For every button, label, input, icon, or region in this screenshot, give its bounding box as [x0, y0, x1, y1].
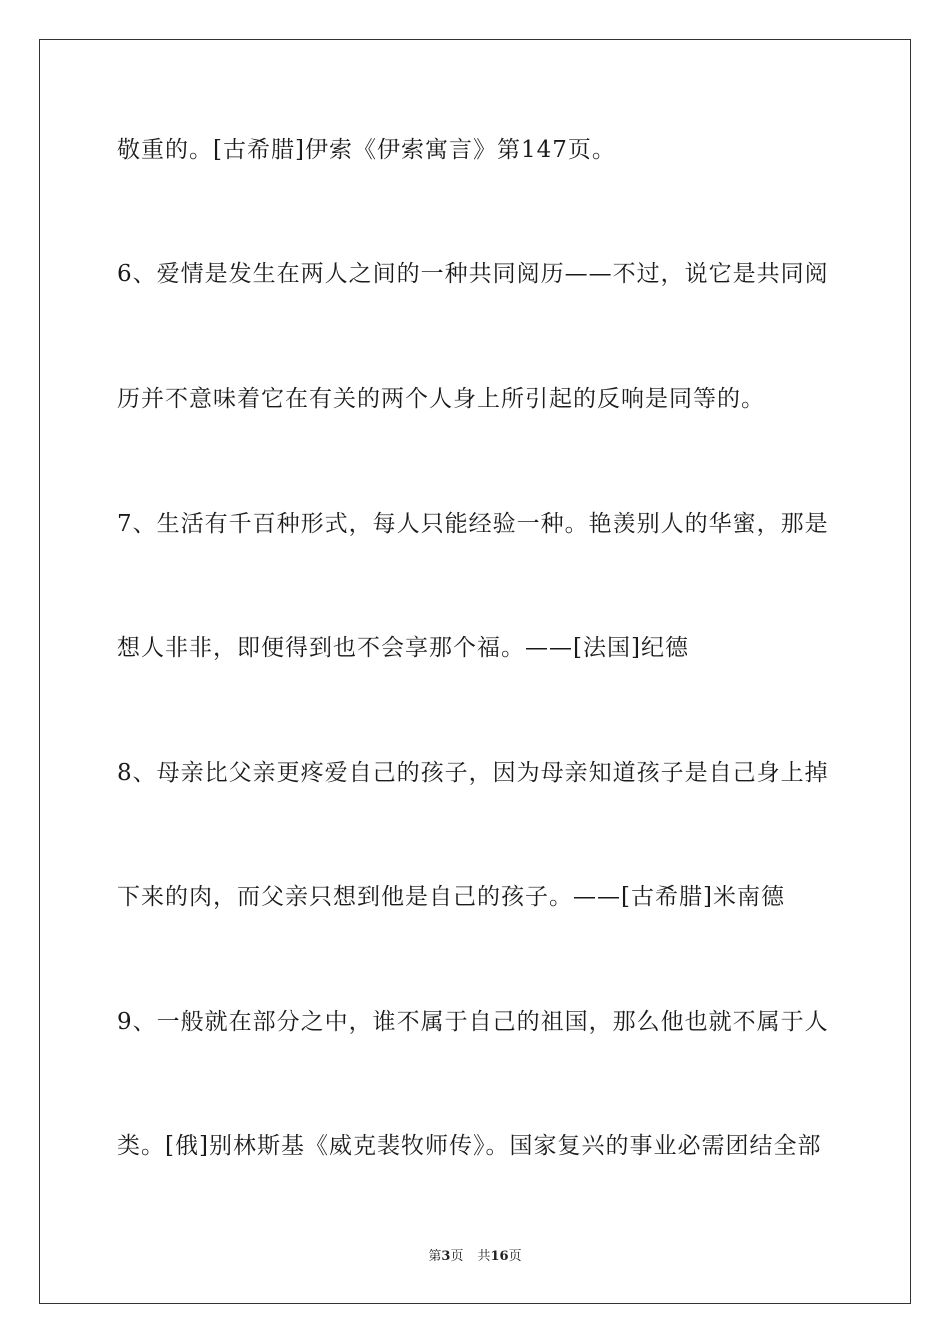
- footer-page-prefix: 第: [428, 1249, 442, 1264]
- footer-total-prefix: 共: [477, 1249, 491, 1264]
- footer-total-pages: 16: [490, 1249, 509, 1264]
- text-line-9: 类。[俄]别林斯基《威克裴牧师传》。国家复兴的事业必需团结全部: [117, 1133, 822, 1159]
- text-line-2: 6、爱情是发生在两人之间的一种共同阅历——不过，说它是共同阅: [117, 261, 829, 287]
- footer-total-suffix: 页: [508, 1249, 522, 1264]
- text-line-7: 下来的肉，而父亲只想到他是自己的孩子。——[古希腊]米南德: [117, 884, 785, 910]
- text-line-5: 想人非非，即便得到也不会享那个福。——[法国]纪德: [117, 635, 689, 661]
- footer-page-number: 3: [441, 1249, 451, 1264]
- page-footer: [0, 1248, 950, 1266]
- page-border: [39, 39, 911, 1304]
- footer-page-suffix: 页: [450, 1249, 464, 1264]
- text-line-6: 8、母亲比父亲更疼爱自己的孩子，因为母亲知道孩子是自己身上掉: [117, 760, 829, 786]
- text-line-8: 9、一般就在部分之中，谁不属于自己的祖国，那么他也就不属于人: [117, 1009, 829, 1035]
- text-line-3: 历并不意味着它在有关的两个人身上所引起的反响是同等的。: [117, 386, 765, 412]
- text-line-1: 敬重的。[古希腊]伊索《伊索寓言》第147页。: [117, 137, 616, 163]
- text-line-4: 7、生活有千百种形式，每人只能经验一种。艳羡别人的华蜜，那是: [117, 511, 829, 537]
